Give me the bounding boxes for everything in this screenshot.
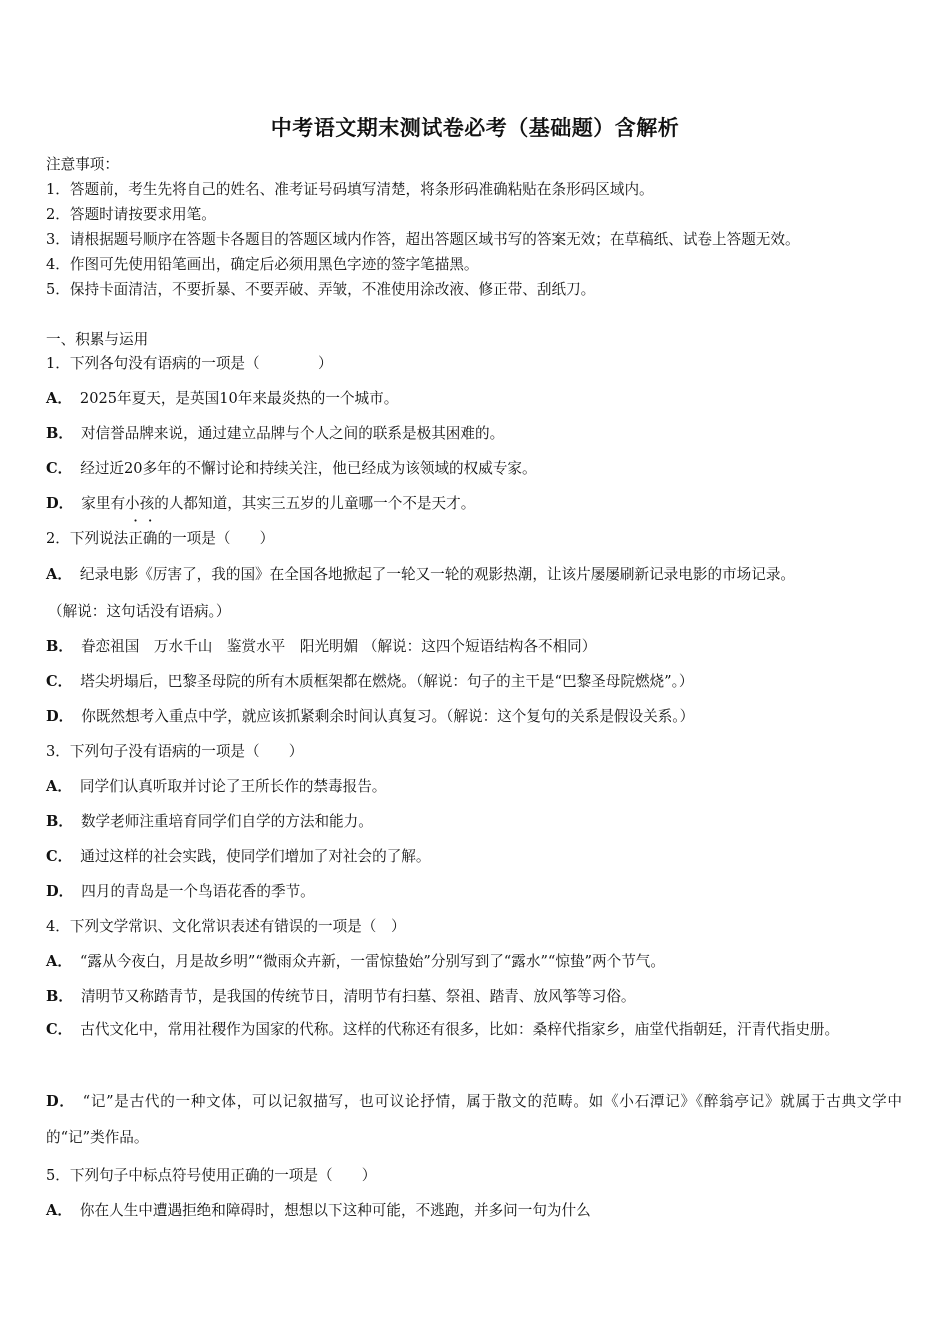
option-text: “记”是古代的一种文体，可以记叙描写，也可议论抒情，属于散文的范畴。如《小石潭记》《醉翁亭记》就属于古典文学中的“记”类作品。 bbox=[46, 1093, 902, 1146]
option-a bbox=[46, 775, 386, 796]
option-text: 古代文化中，常用社稷作为国家的代称。这样的代称还有很多，比如：桑梓代指家乡，庙堂代指朝廷，汗青代指史册。 bbox=[80, 1021, 840, 1038]
option-c bbox=[46, 457, 537, 478]
option-b bbox=[46, 635, 596, 656]
option-label: A． bbox=[46, 390, 72, 407]
option-text: 你既然想考入重点中学，就应该抓紧剩余时间认真复习。（解说：这个复句的关系是假设关系。） bbox=[81, 708, 695, 725]
option-text: 同学们认真听取并讨论了王所长作的禁毒报告。 bbox=[79, 778, 387, 795]
stem-text: 的一项是（ ） bbox=[157, 530, 275, 547]
option-label: C． bbox=[46, 1021, 73, 1038]
emphasis-char: 确 bbox=[142, 530, 158, 547]
notice-item: 3．请根据题号顺序在答题卡各题目的答题区域内作答，超出答题区域书写的答案无效；在草稿纸、试卷上答题无效。 bbox=[46, 231, 800, 248]
option-label: A． bbox=[46, 1202, 72, 1219]
option-text: 通过这样的社会实践，使同学们增加了对社会的了解。 bbox=[80, 848, 431, 865]
option-label: D． bbox=[46, 708, 74, 725]
option-label: D． bbox=[46, 495, 74, 512]
option-label: C． bbox=[46, 848, 73, 865]
option-c bbox=[46, 670, 693, 691]
option-text: 纪录电影《厉害了，我的国》在全国各地掀起了一轮又一轮的观影热潮，让该片屡屡刷新记录电影的市场记录。 bbox=[79, 566, 796, 583]
option-text: “露从今夜白，月是故乡明”“微雨众卉新，一雷惊蛰始”分别写到了“露水”“惊蛰”两个节气。 bbox=[79, 953, 665, 970]
notice-item: 4．作图可先使用铅笔画出，确定后必须用黑色字迹的签字笔描黑。 bbox=[46, 256, 479, 273]
option-label: C． bbox=[46, 460, 73, 477]
option-text: 经过近20多年的不懈讨论和持续关注，他已经成为该领域的权威专家。 bbox=[80, 460, 537, 477]
question-stem: 4．下列文学常识、文化常识表述有错误的一项是（ ） bbox=[46, 918, 406, 935]
option-label: A． bbox=[46, 953, 72, 970]
option-text: 塔尖坍塌后，巴黎圣母院的所有木质框架都在燃烧。（解说：句子的主干是“巴黎圣母院燃烧”。） bbox=[80, 673, 694, 690]
option-c bbox=[46, 845, 430, 866]
option-note: （解说：这句话没有语病。） bbox=[48, 603, 231, 620]
question-stem: 3．下列句子没有语病的一项是（ ） bbox=[46, 743, 304, 760]
option-text: 眷恋祖国 万水千山 鉴赏水平 阳光明媚 （解说：这四个短语结构各不相同） bbox=[80, 638, 597, 655]
option-text: 家里有小孩的人都知道，其实三五岁的儿童哪一个不是天才。 bbox=[81, 495, 476, 512]
option-text: 2025年夏天，是英国10年来最炎热的一个城市。 bbox=[79, 390, 399, 407]
option-label: B． bbox=[46, 813, 73, 830]
option-label: A． bbox=[46, 778, 72, 795]
option-label: D． bbox=[46, 1093, 75, 1110]
option-label: D． bbox=[46, 883, 74, 900]
option-label: C． bbox=[46, 673, 73, 690]
option-a bbox=[46, 563, 795, 584]
option-text: 对信誉品牌来说，通过建立品牌与个人之间的联系是极其困难的。 bbox=[80, 425, 505, 442]
option-text: 数学老师注重培育同学们自学的方法和能力。 bbox=[80, 813, 373, 830]
option-text: 清明节又称踏青节，是我国的传统节日，清明节有扫墓、祭祖、踏青、放风筝等习俗。 bbox=[80, 988, 636, 1005]
option-b bbox=[46, 810, 373, 831]
option-label: B． bbox=[46, 638, 73, 655]
option-a bbox=[46, 387, 398, 408]
option-d bbox=[46, 705, 694, 726]
option-d bbox=[46, 1084, 902, 1156]
page-title: 中考语文期末测试卷必考（基础题）含解析 bbox=[270, 116, 680, 140]
notice-heading: 注意事项： bbox=[46, 156, 119, 173]
option-c bbox=[46, 1012, 902, 1048]
option-text: 你在人生中遭遇拒绝和障碍时，想想以下这种可能，不逃跑，并多问一句为什么 bbox=[79, 1202, 591, 1219]
option-a bbox=[46, 950, 665, 971]
section-heading: 一、积累与运用 bbox=[46, 331, 149, 348]
option-text: 四月的青岛是一个鸟语花香的季节。 bbox=[81, 883, 315, 900]
option-label: A． bbox=[46, 566, 72, 583]
notice-item: 1．答题前，考生先将自己的姓名、准考证号码填写清楚，将条形码准确粘贴在条形码区域内。 bbox=[46, 181, 654, 198]
notice-item: 5．保持卡面清洁，不要折暴、不要弄破、弄皱，不准使用涂改液、修正带、刮纸刀。 bbox=[46, 281, 596, 298]
option-b bbox=[46, 422, 504, 443]
emphasis-char: 正 bbox=[128, 530, 143, 547]
option-label: B． bbox=[46, 988, 73, 1005]
notice-item: 2．答题时请按要求用笔。 bbox=[46, 206, 216, 223]
option-d bbox=[46, 880, 315, 901]
question-stem: 5．下列句子中标点符号使用正确的一项是（ ） bbox=[46, 1167, 377, 1184]
option-a bbox=[46, 1199, 591, 1220]
option-d bbox=[46, 492, 475, 513]
stem-text: 2．下列说法 bbox=[46, 530, 129, 547]
option-b bbox=[46, 985, 636, 1006]
question-stem: 1．下列各句没有语病的一项是（ ） bbox=[46, 355, 333, 372]
question-stem bbox=[46, 527, 274, 548]
option-label: B． bbox=[46, 425, 73, 442]
